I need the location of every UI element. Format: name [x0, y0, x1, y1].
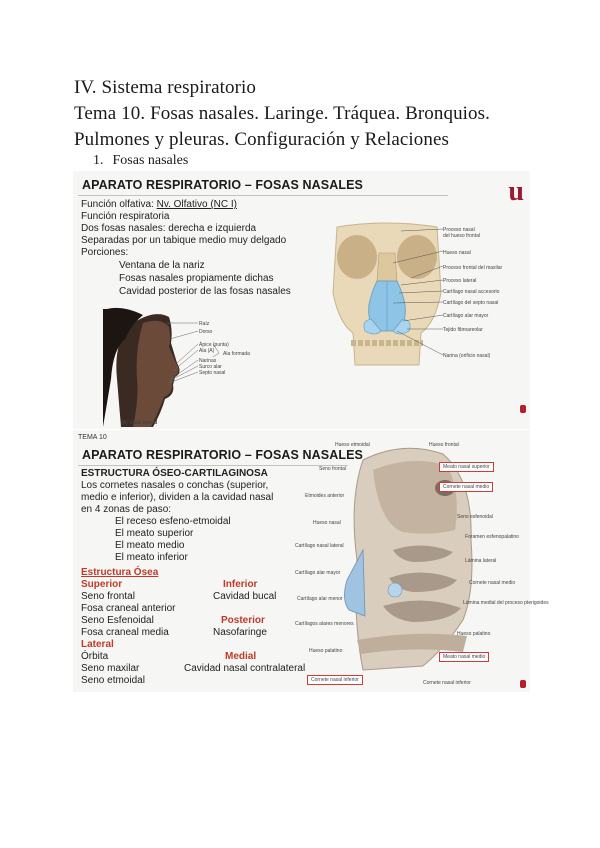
superior-item: Fosa craneal media [81, 627, 169, 638]
topic-heading-line1: Tema 10. Fosas nasales. Laringe. Tráquea. Bronquios. [74, 103, 491, 124]
wall-label-right: Cornete nasal medio [469, 580, 516, 586]
skull-label: del hueso frontal [443, 233, 480, 239]
boxed-label: Cornete nasal inferior [307, 675, 363, 685]
title-divider [78, 195, 448, 196]
zona-item: El meato medio [115, 540, 185, 551]
estructura-osea-heading: Estructura Ósea [81, 567, 159, 578]
list-number: 1. [93, 153, 104, 168]
wall-label-right: Seno esfenoidal [457, 514, 493, 520]
title-divider [78, 465, 348, 466]
topic-heading-line2: Pulmones y pleuras. Configuración y Relaciones [74, 129, 450, 150]
boxed-label: Meato nasal medio [439, 652, 489, 662]
skull-label: Narina (orificio nasal) [443, 353, 491, 359]
porcion-item: Fosas nasales propiamente dichas [119, 273, 274, 284]
text-funcion-olfativa: Función olfativa: Nv. Olfativo (NC I) [81, 199, 237, 210]
slide-title: APARATO RESPIRATORIO – FOSAS NASALES [82, 178, 363, 192]
face-label: Surco alar [199, 364, 222, 370]
section-heading: IV. Sistema respiratorio [74, 77, 256, 98]
slide-number: TEMA 10 [78, 434, 107, 441]
wall-label-left: Hueso nasal [313, 520, 341, 526]
skull-label: Cartílago nasal accesorio [443, 289, 500, 295]
face-label: Ápice (punta) [199, 342, 229, 348]
nasal-skeleton-illustration [331, 223, 443, 365]
zona-item: El receso esfeno-etmoidal [115, 516, 231, 527]
superior-item: Seno frontal [81, 591, 135, 602]
skull-label: Proceso frontal del maxilar [443, 265, 503, 271]
porcion-item: Cavidad posterior de las fosas nasales [119, 286, 291, 297]
wall-label-right: Hueso frontal [429, 442, 459, 448]
boxed-label: Meato nasal superior [439, 462, 494, 472]
skull-label: Proceso lateral [443, 278, 477, 284]
wall-label-left: Cartílago nasal lateral [295, 543, 344, 549]
zona-item: El meato superior [115, 528, 194, 539]
face-label: Septo nasal [199, 370, 226, 376]
superior-item: Seno Esfenoidal [81, 615, 154, 626]
posterior-heading: Posterior [221, 615, 265, 626]
wall-label-left: Cartílagos alares menores [295, 621, 354, 627]
skull-label: Tejido fibroareolar [443, 327, 483, 333]
paragraph-line: en 4 zonas de paso: [81, 504, 172, 515]
wall-label-left: Cartílago alar menor [297, 596, 343, 602]
lateral-item: Seno maxilar [81, 663, 140, 674]
skull-label: Cartílago del septo nasal [443, 300, 499, 306]
slide-subtitle: ESTRUCTURA ÓSEO-CARTILAGINOSA [81, 468, 268, 479]
face-label: Ala (A) [199, 348, 215, 354]
list-item [93, 153, 188, 169]
text-porciones: Porciones: [81, 247, 129, 258]
superior-heading: Superior [81, 579, 123, 590]
wall-label-right: Foramen esfenopalatino [465, 534, 519, 540]
face-label: Dorso [199, 329, 213, 335]
lateral-item: Seno etmoidal [81, 675, 145, 686]
wall-label-right: Lámina lateral [465, 558, 497, 564]
zona-item: El meato inferior [115, 552, 188, 563]
lateral-item: Órbita [81, 651, 109, 662]
wall-label-left: Seno frontal [319, 466, 346, 472]
wall-label-right: Lámina medial del proceso pterigoides [463, 600, 549, 606]
skull-label: Proceso nasal [443, 227, 475, 233]
slide-estructura-oseo-cartilaginosa [73, 430, 549, 692]
wall-label-left: Hueso etmoidal [335, 442, 370, 448]
medial-heading: Medial [225, 651, 257, 662]
inferior-heading: Inferior [223, 579, 258, 590]
posterior-item: Nasofaringe [213, 627, 267, 638]
text-tabique: Separadas por un tabique medio muy delgado [81, 235, 287, 246]
wall-label-right: Hueso palatino [457, 631, 491, 637]
nervio-olfativo-text: Nv. Olfativo (NC I) [156, 199, 237, 210]
face-label: Narinas [199, 358, 217, 364]
boxed-label: Cornete nasal medio [439, 482, 493, 492]
text-dos-fosas: Dos fosas nasales: derecha e izquierda [81, 223, 257, 234]
inferior-item: Cavidad bucal [213, 591, 277, 602]
superior-item: Fosa craneal anterior [81, 603, 176, 614]
slide-fosas-nasales [73, 171, 530, 429]
slide-marker [520, 680, 526, 688]
wall-label-left: Hueso palatino [309, 648, 343, 654]
wall-label-left: Cartílago alar mayor [295, 570, 341, 576]
porcion-item: Ventana de la nariz [119, 260, 205, 271]
lateral-heading: Lateral [81, 639, 114, 650]
paragraph-line: medio e inferior), dividen a la cavidad nasal [81, 492, 274, 503]
skull-label: Hueso nasal [443, 250, 471, 256]
university-logo: u [508, 176, 524, 207]
skull-label: Cartílago alar mayor [443, 313, 489, 319]
medial-item: Cavidad nasal contralateral [184, 663, 306, 674]
slide-title: APARATO RESPIRATORIO – FOSAS NASALES [82, 448, 363, 462]
nose-lateral-illustration [103, 309, 253, 427]
text-funcion-respiratoria: Función respiratoria [81, 211, 170, 222]
face-label: Raíz [199, 321, 210, 327]
paragraph-line: Los cornetes nasales o conchas (superior, [81, 480, 269, 491]
wall-label-left: Etmoides anterior [305, 493, 345, 499]
lateral-nasal-wall-illustration [343, 440, 483, 676]
face-group-label: Ala formada [223, 351, 250, 357]
face-caption: (A) Vista lateral [121, 420, 158, 426]
bottom-label: Cornete nasal inferior [423, 680, 471, 686]
list-label: Fosas nasales [112, 153, 189, 168]
slide-marker [520, 405, 526, 413]
